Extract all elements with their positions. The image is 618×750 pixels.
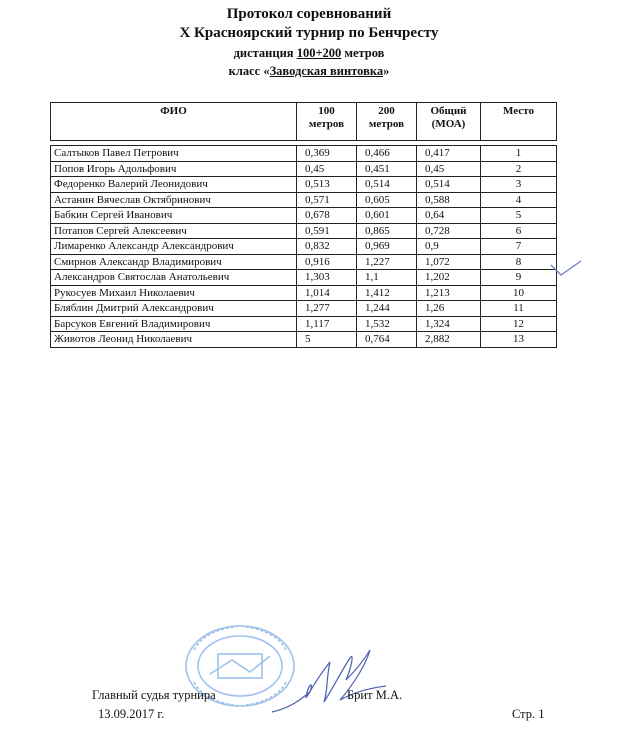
cell-name: Барсуков Евгений Владимирович [51, 316, 297, 332]
cell-200m: 0,514 [357, 177, 417, 193]
cell-200m: 0,764 [357, 332, 417, 348]
cell-200m: 1,1 [357, 270, 417, 286]
table-row [51, 192, 557, 208]
cell-100m: 5 [297, 332, 357, 348]
protocol-date: 13.09.2017 г. [98, 707, 165, 721]
chief-judge-label: Главный судья турнира [92, 688, 216, 702]
cell-100m: 0,45 [297, 161, 357, 177]
cell-total: 0,45 [417, 161, 481, 177]
cell-place: 2 [481, 161, 557, 177]
cell-total: 1,26 [417, 301, 481, 317]
cell-total: 0,9 [417, 239, 481, 255]
cell-name: Астанин Вячеслав Октябринович [51, 192, 297, 208]
table-row [51, 208, 557, 224]
table-row [51, 223, 557, 239]
table-row [51, 177, 557, 193]
table-row [51, 146, 557, 162]
table-row [51, 161, 557, 177]
cell-100m: 0,832 [297, 239, 357, 255]
cell-200m: 1,412 [357, 285, 417, 301]
cell-place: 4 [481, 192, 557, 208]
col-100m-number: 100 [318, 105, 335, 117]
cell-place: 13 [481, 332, 557, 348]
cell-total: 0,588 [417, 192, 481, 208]
cell-100m: 0,678 [297, 208, 357, 224]
col-100m-unit: метров [308, 118, 345, 130]
cell-200m: 0,451 [357, 161, 417, 177]
cell-place: 10 [481, 285, 557, 301]
cell-place: 12 [481, 316, 557, 332]
cell-100m: 0,369 [297, 146, 357, 162]
cell-name: Бабкин Сергей Иванович [51, 208, 297, 224]
cell-place: 11 [481, 301, 557, 317]
cell-place: 3 [481, 177, 557, 193]
cell-200m: 0,865 [357, 223, 417, 239]
cell-100m: 0,591 [297, 223, 357, 239]
results-table [50, 145, 557, 348]
cell-name: Животов Леонид Николаевич [51, 332, 297, 348]
cell-200m: 0,605 [357, 192, 417, 208]
table-row [51, 316, 557, 332]
class-suffix: » [383, 64, 390, 78]
col-total-unit: (МОА) [431, 118, 466, 130]
cell-name: Лимаренко Александр Александрович [51, 239, 297, 255]
table-row [51, 301, 557, 317]
cell-total: 1,213 [417, 285, 481, 301]
distance-suffix: метров [341, 46, 385, 60]
cell-200m: 1,227 [357, 254, 417, 270]
cell-place: 5 [481, 208, 557, 224]
class-prefix: класс « [228, 64, 270, 78]
col-header-name: ФИО [51, 103, 297, 141]
table-row [51, 254, 557, 270]
col-200m-number: 200 [378, 105, 395, 117]
cell-100m: 0,513 [297, 177, 357, 193]
cell-200m: 1,532 [357, 316, 417, 332]
col-200m-unit: метров [368, 118, 405, 130]
table-row [51, 285, 557, 301]
judge-signature-icon [270, 640, 390, 720]
cell-name: Бляблин Дмитрий Александрович [51, 301, 297, 317]
protocol-title: Протокол соревнований [226, 6, 392, 22]
cell-total: 1,324 [417, 316, 481, 332]
cell-total: 0,417 [417, 146, 481, 162]
cell-total: 0,64 [417, 208, 481, 224]
col-header-total [417, 103, 481, 141]
table-row [51, 270, 557, 286]
cell-total: 1,202 [417, 270, 481, 286]
cell-name: Федоренко Валерий Леонидович [51, 177, 297, 193]
class-line [0, 64, 618, 79]
distance-line [0, 46, 618, 61]
cell-total: 1,072 [417, 254, 481, 270]
cell-200m: 0,466 [357, 146, 417, 162]
cell-100m: 0,571 [297, 192, 357, 208]
cell-place: 8 [481, 254, 557, 270]
cell-100m: 1,117 [297, 316, 357, 332]
chief-judge-name: Брит М.А. [347, 688, 403, 702]
cell-100m: 1,303 [297, 270, 357, 286]
cell-200m: 1,244 [357, 301, 417, 317]
cell-place: 6 [481, 223, 557, 239]
results-table-header [50, 102, 557, 141]
cell-total: 0,728 [417, 223, 481, 239]
cell-total: 2,882 [417, 332, 481, 348]
tournament-title: X Красноярский турнир по Бенчресту [179, 25, 439, 41]
cell-place: 7 [481, 239, 557, 255]
cell-name: Рукосуев Михаил Николаевич [51, 285, 297, 301]
cell-100m: 0,916 [297, 254, 357, 270]
cell-place: 1 [481, 146, 557, 162]
col-header-200m [357, 103, 417, 141]
check-mark-icon [547, 255, 587, 285]
cell-200m: 0,969 [357, 239, 417, 255]
cell-place: 9 [481, 270, 557, 286]
distance-prefix: дистанция [233, 46, 297, 60]
col-header-100m [297, 103, 357, 141]
table-row [51, 332, 557, 348]
cell-name: Салтыков Павел Петрович [51, 146, 297, 162]
class-value: Заводская винтовка [269, 64, 384, 78]
distance-value: 100+200 [296, 46, 342, 60]
cell-name: Александров Святослав Анатольевич [51, 270, 297, 286]
cell-100m: 1,014 [297, 285, 357, 301]
col-total-label: Общий [430, 105, 467, 117]
page-number: Стр. 1 [512, 707, 545, 721]
table-row [51, 239, 557, 255]
cell-100m: 1,277 [297, 301, 357, 317]
cell-total: 0,514 [417, 177, 481, 193]
cell-name: Потапов Сергей Алексеевич [51, 223, 297, 239]
cell-name: Смирнов Александр Владимирович [51, 254, 297, 270]
cell-name: Попов Игорь Адольфович [51, 161, 297, 177]
cell-200m: 0,601 [357, 208, 417, 224]
col-header-place: Место [481, 103, 557, 141]
